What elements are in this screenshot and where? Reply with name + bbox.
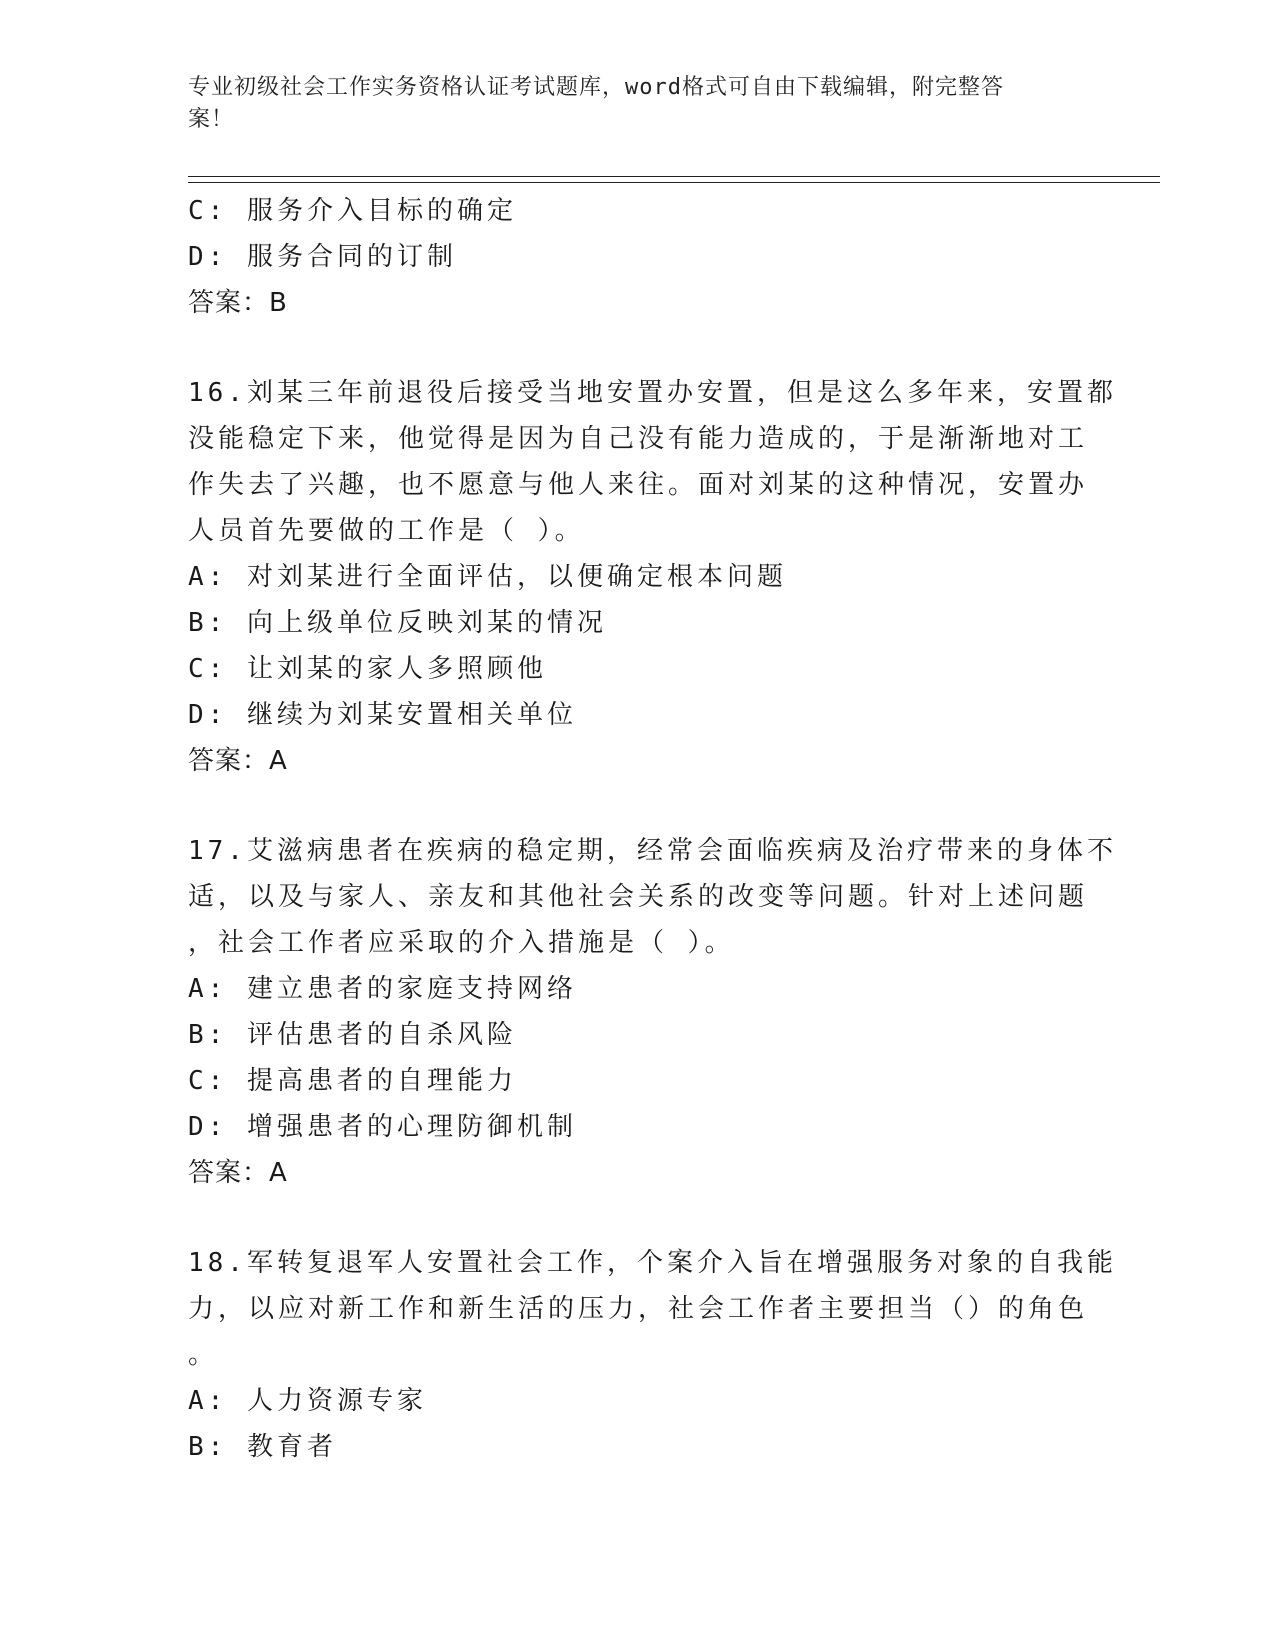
- option-d: D: 继续为刘某安置相关单位: [188, 700, 577, 730]
- answer: 答案：A: [188, 1158, 288, 1188]
- answer: 答案：B: [188, 288, 288, 318]
- question-16: [188, 370, 1117, 784]
- question-stem-line: 。: [188, 1340, 219, 1370]
- question-stem-line: 作失去了兴趣，也不愿意与他人来往。面对刘某的这种情况，安置办: [188, 470, 1089, 500]
- option-c: C: 让刘某的家人多照顾他: [188, 654, 547, 684]
- question-17: [188, 828, 1117, 1196]
- previous-question-tail: [188, 188, 1088, 326]
- question-stem-line: 力，以应对新工作和新生活的压力，社会工作者主要担当（）的角色: [188, 1294, 1089, 1324]
- spacer: [188, 784, 1088, 828]
- header-line-2: 案！: [188, 107, 235, 132]
- header-divider: [188, 176, 1160, 183]
- question-stem-line: 没能稳定下来，他觉得是因为自己没有能力造成的，于是渐渐地对工: [188, 424, 1089, 454]
- option-c: C: 提高患者的自理能力: [188, 1066, 517, 1096]
- option-a: A: 对刘某进行全面评估，以便确定根本问题: [188, 562, 787, 592]
- question-18: [188, 1240, 1117, 1470]
- question-content: [188, 188, 1117, 1470]
- question-stem-line: 18.军转复退军人安置社会工作，个案介入旨在增强服务对象的自我能: [188, 1248, 1117, 1278]
- option-d: D: 增强患者的心理防御机制: [188, 1112, 577, 1142]
- option-b: B: 教育者: [188, 1432, 337, 1462]
- option-c: C: 服务介入目标的确定: [188, 196, 517, 226]
- question-stem-line: 适，以及与家人、亲友和其他社会关系的改变等问题。针对上述问题: [188, 882, 1089, 912]
- spacer: [188, 326, 1088, 370]
- header-line-1: 专业初级社会工作实务资格认证考试题库，word格式可自由下载编辑，附完整答: [188, 75, 1004, 100]
- document-header: [188, 72, 1068, 136]
- option-a: A: 人力资源专家: [188, 1386, 427, 1416]
- question-stem-line: 人员首先要做的工作是（ ）。: [188, 516, 585, 546]
- answer: 答案：A: [188, 746, 288, 776]
- option-b: B: 评估患者的自杀风险: [188, 1020, 517, 1050]
- spacer: [188, 1196, 1088, 1240]
- question-stem-line: 17.艾滋病患者在疾病的稳定期，经常会面临疾病及治疗带来的身体不: [188, 836, 1117, 866]
- question-stem-line: 16.刘某三年前退役后接受当地安置办安置，但是这么多年来，安置都: [188, 378, 1117, 408]
- option-d: D: 服务合同的订制: [188, 242, 457, 272]
- question-stem-line: ，社会工作者应采取的介入措施是（ ）。: [188, 928, 735, 958]
- option-b: B: 向上级单位反映刘某的情况: [188, 608, 607, 638]
- option-a: A: 建立患者的家庭支持网络: [188, 974, 577, 1004]
